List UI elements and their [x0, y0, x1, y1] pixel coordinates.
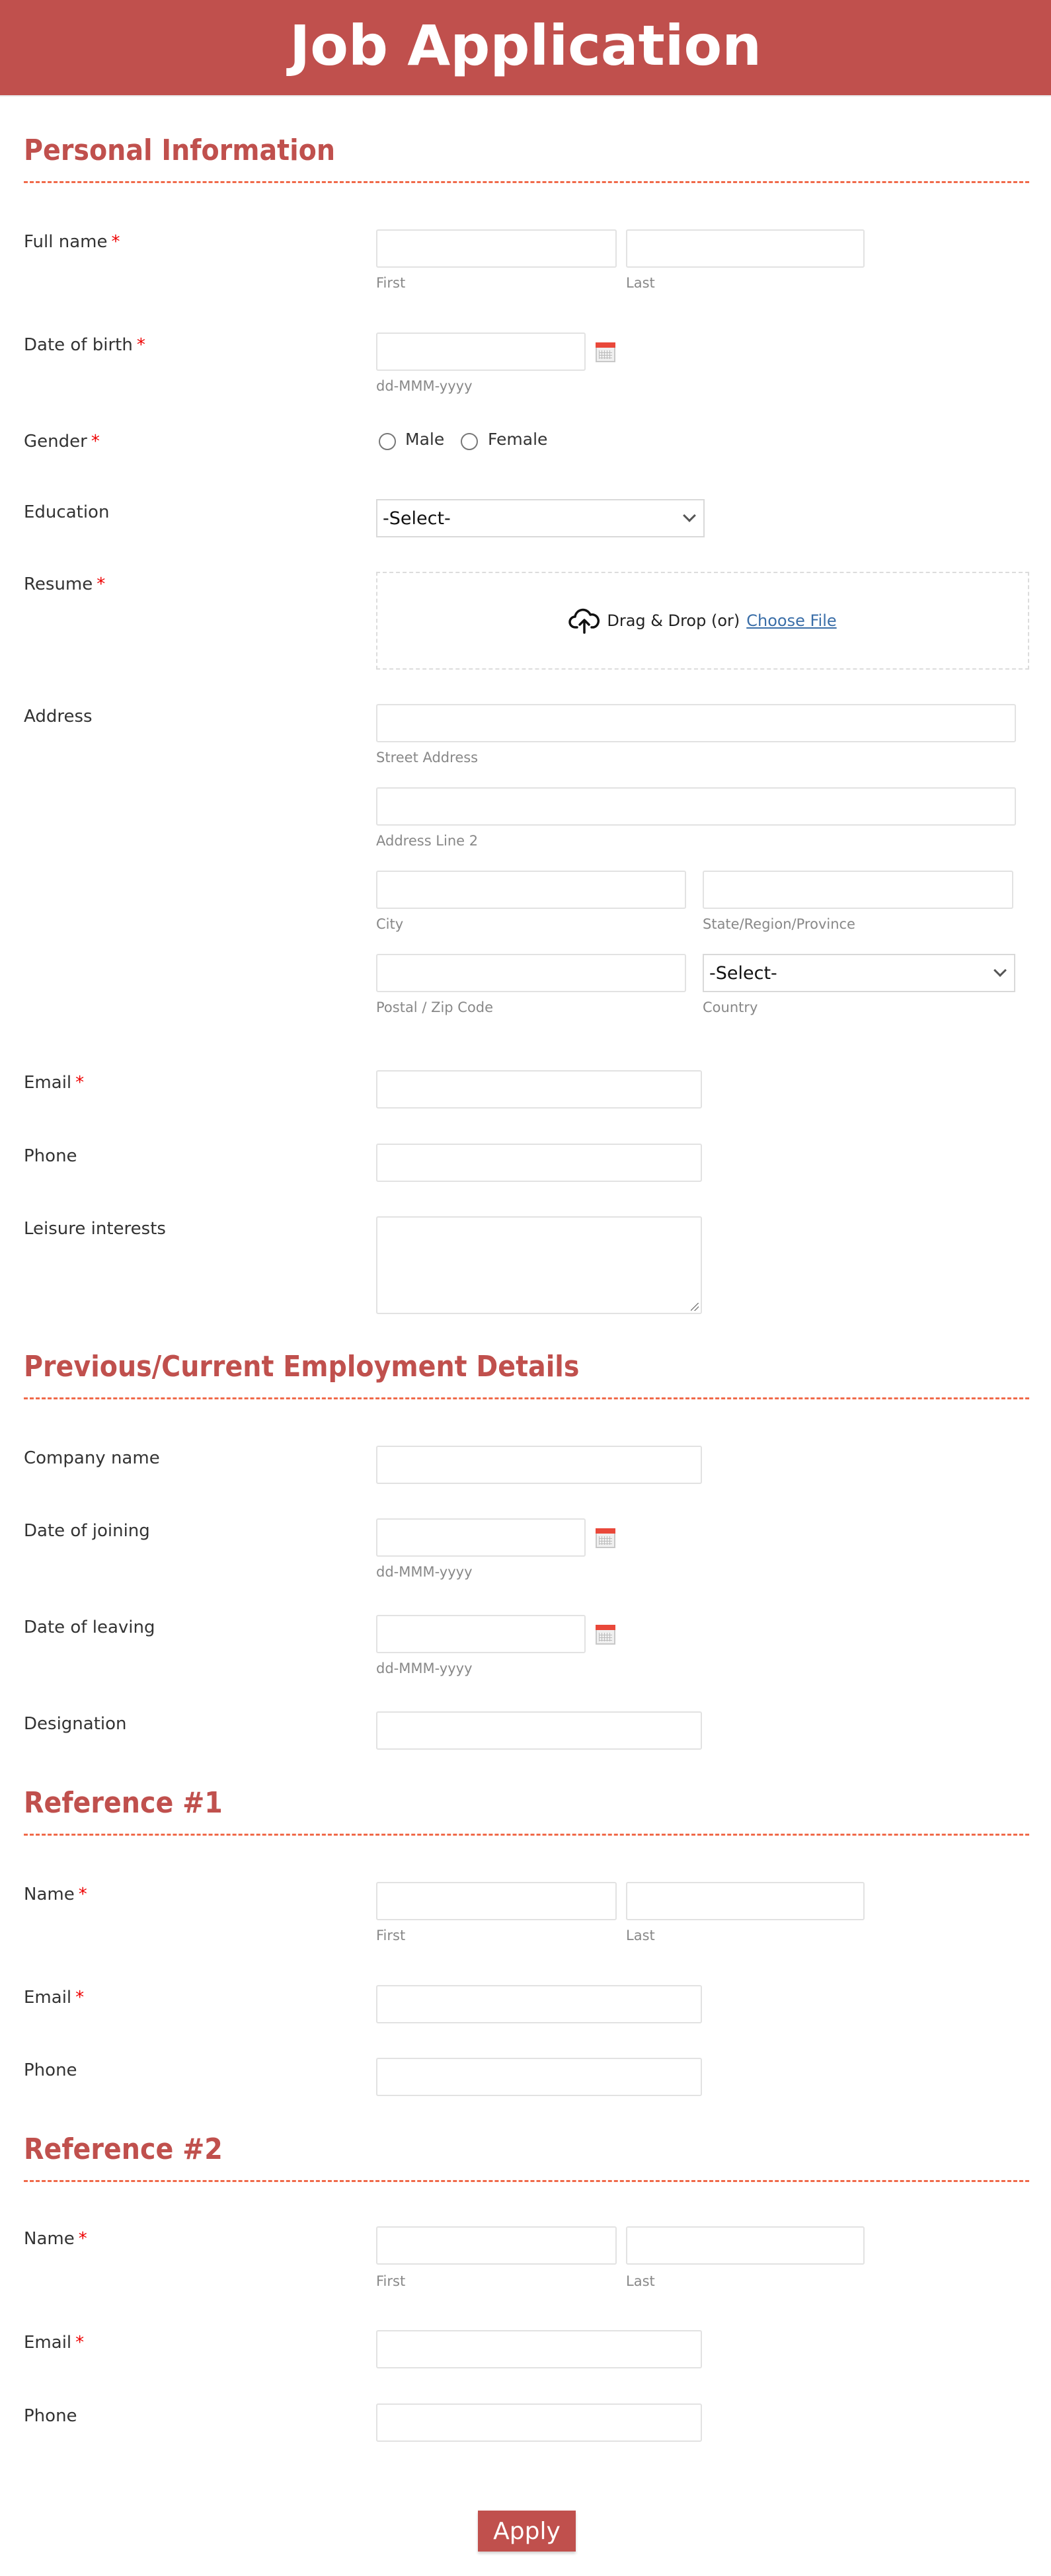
- phone-label: Phone: [24, 1146, 77, 1166]
- required-marker: *: [136, 335, 145, 355]
- company-name-input[interactable]: [376, 1446, 702, 1484]
- section-title-employment: Previous/Current Employment Details: [24, 1350, 580, 1384]
- country-sublabel: Country: [703, 999, 758, 1015]
- gender-label: [24, 430, 100, 453]
- dob-input[interactable]: [376, 332, 586, 371]
- dropzone-text: Drag & Drop (or): [607, 611, 740, 630]
- phone-input[interactable]: [376, 1144, 702, 1182]
- form-header: [0, 0, 1051, 97]
- date-of-joining-format-hint: dd-MMM-yyyy: [376, 1564, 473, 1580]
- dob-format-hint: dd-MMM-yyyy: [376, 378, 473, 394]
- education-select[interactable]: [376, 499, 705, 537]
- postal-code-input[interactable]: [376, 954, 686, 992]
- ref1-email-label: [24, 1986, 84, 2009]
- ref2-email-input[interactable]: [376, 2330, 702, 2368]
- dob-label-text: Date of birth: [24, 335, 133, 355]
- ref2-name-label-text: Name: [24, 2229, 75, 2249]
- ref1-name-label-text: Name: [24, 1885, 75, 1904]
- resume-dropzone[interactable]: [376, 572, 1029, 670]
- apply-button[interactable]: Apply: [478, 2511, 576, 2552]
- resize-handle-icon[interactable]: [691, 1303, 699, 1311]
- country-selected-value: -Select-: [709, 962, 777, 984]
- section-divider: [24, 1834, 1029, 1836]
- ref1-first-name-input[interactable]: [376, 1882, 617, 1920]
- ref2-phone-label: Phone: [24, 2406, 77, 2426]
- required-marker: *: [75, 2333, 85, 2353]
- date-of-joining-label: Date of joining: [24, 1521, 150, 1541]
- gender-label-text: Gender: [24, 432, 87, 451]
- address-line2-input[interactable]: [376, 787, 1016, 826]
- date-of-joining-input[interactable]: [376, 1518, 586, 1557]
- date-of-leaving-format-hint: dd-MMM-yyyy: [376, 1660, 473, 1676]
- section-divider: [24, 1397, 1029, 1399]
- chevron-down-icon: [993, 964, 1007, 977]
- resume-label: [24, 573, 105, 596]
- resume-label-text: Resume: [24, 574, 93, 594]
- gender-female-label[interactable]: Female: [488, 430, 548, 449]
- ref2-name-label: [24, 2228, 87, 2250]
- ref1-last-sublabel: Last: [626, 1928, 655, 1943]
- designation-label: Designation: [24, 1714, 127, 1734]
- required-marker: *: [97, 574, 106, 594]
- gender-male-label[interactable]: Male: [405, 430, 445, 449]
- ref1-first-sublabel: First: [376, 1928, 406, 1943]
- ref2-phone-input[interactable]: [376, 2403, 702, 2442]
- company-name-label: Company name: [24, 1448, 160, 1468]
- email-input[interactable]: [376, 1070, 702, 1109]
- address-line2-sublabel: Address Line 2: [376, 833, 479, 849]
- email-label: [24, 1072, 84, 1094]
- ref2-last-name-input[interactable]: [626, 2226, 865, 2265]
- ref1-email-input[interactable]: [376, 1985, 702, 2023]
- leisure-interests-textarea[interactable]: [376, 1216, 702, 1314]
- calendar-icon[interactable]: [596, 1528, 615, 1548]
- choose-file-link[interactable]: Choose File: [746, 611, 837, 630]
- form-title: Job Application: [289, 13, 762, 78]
- required-marker: *: [78, 2229, 87, 2249]
- calendar-icon[interactable]: [596, 1625, 615, 1645]
- calendar-icon[interactable]: [596, 342, 615, 362]
- city-sublabel: City: [376, 916, 404, 932]
- postal-code-sublabel: Postal / Zip Code: [376, 999, 494, 1015]
- ref2-last-sublabel: Last: [626, 2273, 655, 2289]
- ref1-email-label-text: Email: [24, 1988, 72, 2008]
- section-title-reference-2: Reference #2: [24, 2132, 223, 2166]
- full-name-first-input[interactable]: [376, 229, 617, 268]
- cloud-upload-icon: [568, 607, 600, 634]
- address-label: Address: [24, 707, 93, 726]
- ref1-name-label: [24, 1883, 87, 1906]
- street-address-input[interactable]: [376, 704, 1016, 742]
- required-marker: *: [75, 1988, 85, 2008]
- full-name-label-text: Full name: [24, 232, 108, 252]
- section-title-reference-1: Reference #1: [24, 1786, 223, 1820]
- ref2-email-label: [24, 2331, 84, 2354]
- ref1-phone-input[interactable]: [376, 2058, 702, 2096]
- full-name-last-input[interactable]: [626, 229, 865, 268]
- ref1-phone-label: Phone: [24, 2060, 77, 2080]
- last-sublabel: Last: [626, 275, 655, 291]
- required-marker: *: [75, 1073, 85, 1093]
- required-marker: *: [78, 1885, 87, 1904]
- ref2-first-name-input[interactable]: [376, 2226, 617, 2265]
- full-name-label: [24, 231, 120, 253]
- date-of-leaving-label: Date of leaving: [24, 1618, 155, 1637]
- dob-label: [24, 334, 145, 356]
- first-sublabel: First: [376, 275, 406, 291]
- email-label-text: Email: [24, 1073, 72, 1093]
- section-divider: [24, 181, 1029, 183]
- section-title-personal: Personal Information: [24, 134, 336, 167]
- chevron-down-icon: [683, 509, 696, 522]
- city-input[interactable]: [376, 871, 686, 909]
- education-label: Education: [24, 502, 110, 522]
- date-of-leaving-input[interactable]: [376, 1615, 586, 1653]
- ref2-email-label-text: Email: [24, 2333, 72, 2353]
- gender-male-radio[interactable]: [379, 433, 396, 450]
- state-input[interactable]: [703, 871, 1013, 909]
- street-address-sublabel: Street Address: [376, 750, 479, 765]
- designation-input[interactable]: [376, 1711, 702, 1750]
- gender-female-radio[interactable]: [461, 433, 478, 450]
- section-divider: [24, 2180, 1029, 2182]
- ref1-last-name-input[interactable]: [626, 1882, 865, 1920]
- country-select[interactable]: [703, 954, 1015, 992]
- leisure-interests-label: Leisure interests: [24, 1219, 166, 1239]
- ref2-first-sublabel: First: [376, 2273, 406, 2289]
- education-selected-value: -Select-: [383, 508, 451, 529]
- required-marker: *: [111, 232, 120, 252]
- state-sublabel: State/Region/Province: [703, 916, 855, 932]
- required-marker: *: [91, 432, 100, 451]
